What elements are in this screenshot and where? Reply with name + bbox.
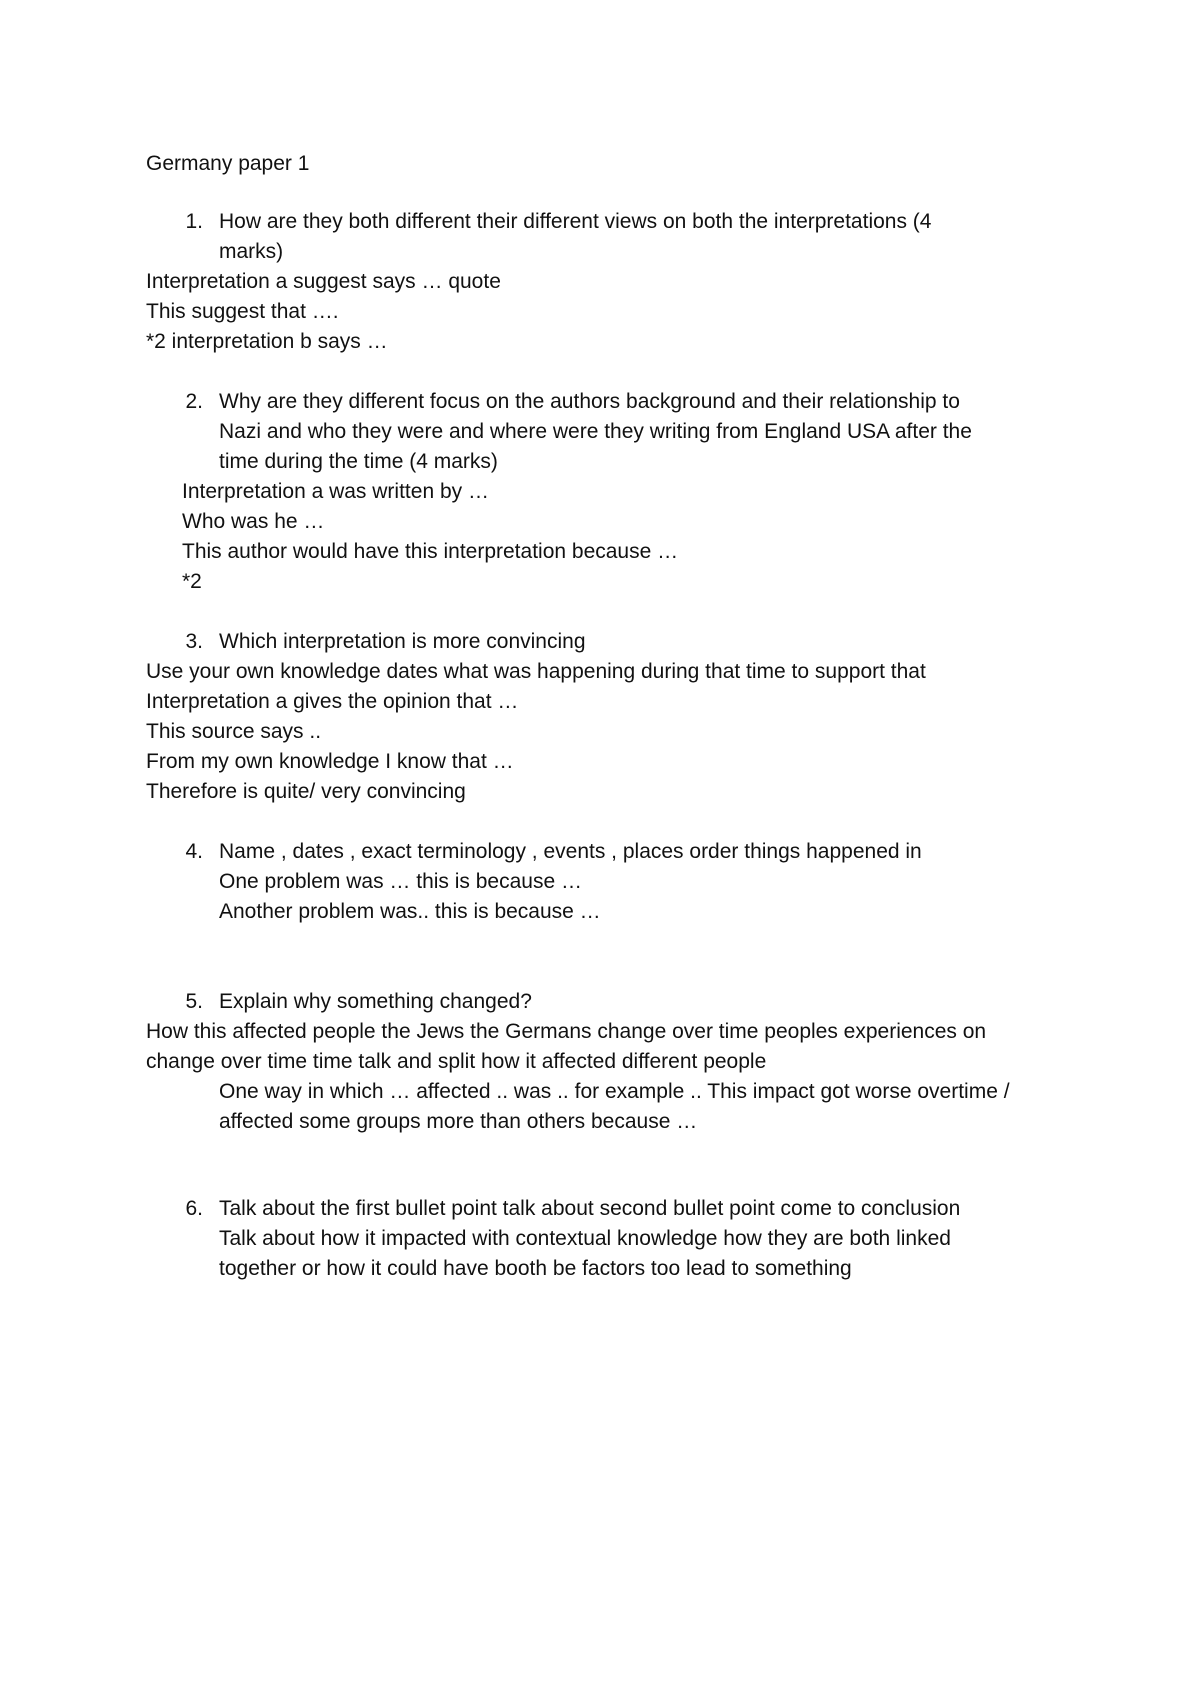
q1-line: Interpretation a suggest says … quote — [146, 270, 501, 293]
q2-heading-line2: Nazi and who they were and where were they writing from England USA after the — [219, 420, 972, 443]
q5-heading: Explain why something changed? — [219, 990, 532, 1013]
q6-number: 6. — [185, 1197, 203, 1220]
q1-line: This suggest that …. — [146, 300, 339, 323]
q1-heading-line1: How are they both different their different views on both the interpretations (4 — [219, 210, 932, 233]
q6-heading: Talk about the first bullet point talk about second bullet point come to conclusion — [219, 1197, 961, 1220]
q1-heading-line2: marks) — [219, 240, 284, 263]
q6-line: together or how it could have booth be factors too lead to something — [219, 1257, 852, 1280]
q1-number: 1. — [185, 210, 203, 233]
q3-number: 3. — [185, 630, 203, 653]
q3-heading: Which interpretation is more convincing — [219, 630, 586, 653]
q1-line: *2 interpretation b says … — [146, 330, 388, 353]
q2-heading-line3: time during the time (4 marks) — [219, 450, 498, 473]
q5-number: 5. — [185, 990, 203, 1013]
q5-indented-line: One way in which … affected .. was .. for example .. This impact got worse overtime / — [219, 1080, 1010, 1103]
q5-indented-line: affected some groups more than others because … — [219, 1110, 698, 1133]
q2-line: *2 — [182, 570, 202, 593]
q3-line: Use your own knowledge dates what was happening during that time to support that — [146, 660, 926, 683]
q2-heading-line1: Why are they different focus on the authors background and their relationship to — [219, 390, 960, 413]
q3-line: Interpretation a gives the opinion that … — [146, 690, 519, 713]
q4-heading: Name , dates , exact terminology , events , places order things happened in — [219, 840, 922, 863]
q3-line: Therefore is quite/ very convincing — [146, 780, 466, 803]
q2-line: Who was he … — [182, 510, 325, 533]
q5-line: change over time time talk and split how it affected different people — [146, 1050, 767, 1073]
q4-line: Another problem was.. this is because … — [219, 900, 601, 923]
q3-line: From my own knowledge I know that … — [146, 750, 514, 773]
q4-line: One problem was … this is because … — [219, 870, 582, 893]
q2-number: 2. — [185, 390, 203, 413]
q6-line: Talk about how it impacted with contextual knowledge how they are both linked — [219, 1227, 951, 1250]
q2-line: This author would have this interpretation because … — [182, 540, 679, 563]
q5-line: How this affected people the Jews the Germans change over time peoples experiences on — [146, 1020, 987, 1043]
q3-line: This source says .. — [146, 720, 322, 743]
document-title: Germany paper 1 — [146, 152, 310, 175]
q4-number: 4. — [185, 840, 203, 863]
q2-line: Interpretation a was written by … — [182, 480, 489, 503]
